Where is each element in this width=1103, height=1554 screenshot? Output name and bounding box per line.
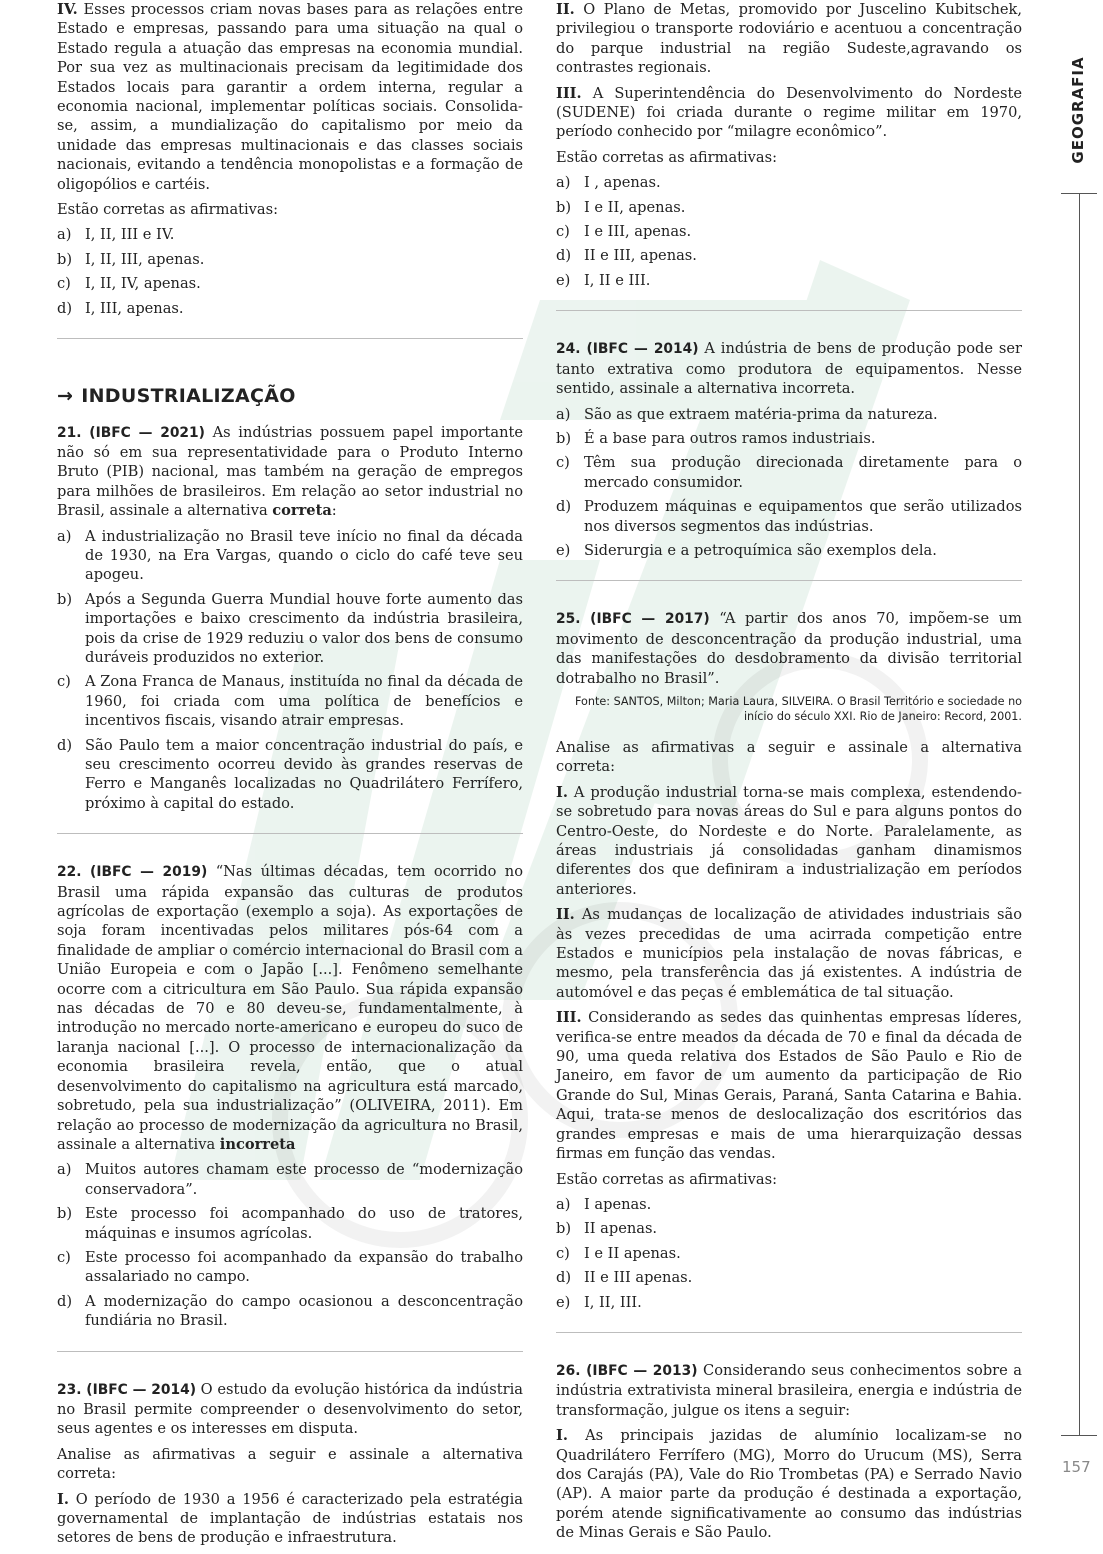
option[interactable]: b) É a base para outros ramos industriais. (556, 429, 876, 447)
question-21: 21. (IBFC — 2021) As indústrias possuem papel importante não só em sua representatividade para o Produto Interno Bruto (PIB) nacional, mas também na geração de empregos para milhões de brasileiros. Em relação ao setor industrial no Brasil, assinale a alternativa correta: (57, 423, 524, 520)
item-i: I. A produção industrial torna-se mais complexa, estendendo-se sobretudo para novas áreas do Sul e para alguns pontos do Centro-Oeste, do Nordeste e do Norte. Paralelamente, as áreas industriais já consolidadas ganham dinamismos diferentes dos que definiram a industrialização em períodos anteriores. (556, 783, 1022, 898)
prompt: Estão corretas as afirmativas: (57, 201, 279, 219)
divider (556, 580, 1022, 581)
option[interactable]: a) São as que extraem matéria-prima da natureza. (556, 405, 938, 423)
option[interactable]: e) Siderurgia e a petroquímica são exemplos dela. (556, 541, 937, 559)
sidebar-rule-vertical (1079, 193, 1080, 1435)
option[interactable]: a) Muitos autores chamam este processo de “modernização conservadora”. (57, 1161, 523, 1198)
question-26: 26. (IBFC — 2013) Considerando seus conhecimentos sobre a indústria extrativista mineral brasileira, energia e indústria de transformação, julgue os itens a seguir: (556, 1361, 1022, 1419)
section-title: → INDUSTRIALIZAÇÃO (57, 385, 296, 408)
option[interactable]: d) Produzem máquinas e equipamentos que serão utilizados nos diversos segmentos das indústrias. (556, 498, 1022, 535)
source-citation: Fonte: SANTOS, Milton; Maria Laura, SILVEIRA. O Brasil Território e sociedade no início do século XXI. Rio de Janeiro: Record, 2001. (575, 694, 1022, 723)
divider (57, 338, 523, 339)
option[interactable]: a) I apenas. (556, 1195, 652, 1213)
option[interactable]: a) I, II, III e IV. (57, 226, 175, 244)
option[interactable]: b) I, II, III, apenas. (57, 250, 205, 268)
item-i: I. O período de 1930 a 1956 é caracterizado pela estratégia governamental de implantação de indústrias estatais nos setores de bens de produção e infraestrutura. (57, 1490, 523, 1547)
option[interactable]: c) Este processo foi acompanhado da expansão do trabalho assalariado no campo. (57, 1248, 523, 1286)
options-list (57, 1160, 523, 1330)
item-ii: II. O Plano de Metas, promovido por Juscelino Kubitschek, privilegiou o transporte rodoviário e acentuou a concentração do parque industrial na região Sudeste,agravando os contrastes regionais. (556, 1, 1022, 77)
option[interactable]: c) I e III, apenas. (556, 223, 692, 241)
sidebar-rule-bottom (1061, 1435, 1097, 1436)
question-23: 23. (IBFC — 2014) O estudo da evolução histórica da indústria no Brasil permite compreender o desenvolvimento do setor, seus agentes e os interesses em disputa. (57, 1380, 523, 1438)
question-25: 25. (IBFC — 2017) “A partir dos anos 70, impõem-se um movimento de desconcentração da produção industrial, uma das manifestações do desdobramento da divisão territorial dotrabalho no Brasil”. (556, 610, 1022, 687)
item-ii: II. As mudanças de localização de atividades industriais são às vezes precedidas de uma acirrada competição entre Estados e municípios pela instalação de novas fábricas, e mesmo, pela transferência das já existentes. A indústria de automóvel e das peças é emblemática de tal situação. (556, 906, 1022, 1001)
item-iv: IV. Esses processos criam novas bases para as relações entre Estado e empresas, passando para uma situação na qual o Estado regula a atuação das empresas na economia mundial. Por sua vez as multinacionais precisam da legitimidade dos Estados locais para garantir a ordem interna, regular a economia nacional, implementar políticas sociais. Consolida-se, assim, a mundialização do capitalismo por meio da unidade das empresas multinacionais e das classes sociais nacionais, evitando a tendência monopolistas e a formação de oligopólios e cartéis. (57, 1, 523, 193)
option[interactable]: b) I e II, apenas. (556, 198, 686, 216)
option[interactable]: b) Após a Segunda Guerra Mundial houve forte aumento das importações e baixo crescimento da indústria brasileira, pois da crise de 1929 reduziu o valor dos bens de consumo duráveis produzidos no exterior. (57, 590, 523, 666)
subject-label: GEOGRAFIA (1069, 56, 1087, 164)
divider (57, 833, 523, 834)
option[interactable]: d) I, III, apenas. (57, 299, 184, 317)
divider (556, 310, 1022, 311)
item-iii: III. Considerando as sedes das quinhentas empresas líderes, verifica-se entre meados da década de 70 e final da década de 90, uma queda relativa dos Estados de São Paulo e Rio de Janeiro, em favor de um aumento da participação de Rio Grande do Sul, Minas Gerais, Paraná, Santa Catarina e Bahia. Aqui, trata-se menos de deslocalização dos escritórios das grandes empresas e mais de uma hierarquização dessas firmas em função das vendas. (556, 1009, 1022, 1163)
option[interactable]: d) II e III, apenas. (556, 247, 697, 265)
page-number: 157 (1062, 1458, 1091, 1476)
divider (556, 1332, 1022, 1333)
item-i: I. As principais jazidas de alumínio localizam-se no Quadrilátero Ferrífero (MG), Morro do Urucum (MS), Serra dos Carajás (PA), Vale do Rio Trombetas (PA) e Serrado Navio (AP). A maior parte da produção é destinada a exportação, porém atende significativamente ao consumo das indústrias de Minas Gerais e São Paulo. (556, 1427, 1022, 1542)
option[interactable]: b) II apenas. (556, 1220, 658, 1238)
options-list (57, 225, 523, 318)
prompt: Analise as afirmativas a seguir e assinale a alternativa correta: (57, 1445, 523, 1483)
option[interactable]: c) I e II apenas. (556, 1244, 681, 1262)
options-list (556, 405, 1022, 561)
left-column (57, 0, 523, 1554)
prompt: Analise as afirmativas a seguir e assinale a alternativa correta: (556, 738, 1022, 776)
option[interactable]: d) A modernização do campo ocasionou a desconcentração fundiária no Brasil. (57, 1292, 523, 1330)
options-list (556, 173, 1022, 290)
arrow-right-icon: → (57, 385, 74, 408)
option[interactable]: e) I, II, III. (556, 1293, 642, 1311)
prompt: Estão corretas as afirmativas: (556, 1170, 778, 1188)
option[interactable]: d) São Paulo tem a maior concentração industrial do país, e seu crescimento ocorreu devido às grandes reservas de Ferro e Manganês localizadas no Quadrilátero Ferrífero, próximo à capital do estado. (57, 736, 523, 812)
divider (57, 1351, 523, 1352)
option[interactable]: d) II e III apenas. (556, 1269, 693, 1287)
option[interactable]: c) A Zona Franca de Manaus, instituída no final da década de 1960, foi criada com uma política de benefícios e incentivos fiscais, visando atrair empresas. (57, 673, 523, 730)
option[interactable]: b) Este processo foi acompanhado do uso de tratores, máquinas e insumos agrícolas. (57, 1205, 523, 1242)
option[interactable]: a) I , apenas. (556, 174, 661, 192)
option[interactable]: c) I, II, IV, apenas. (57, 275, 201, 293)
question-24: 24. (IBFC — 2014) A indústria de bens de produção pode ser tanto extrativa como produtora de equipamentos. Nesse sentido, assinale a alternativa incorreta. (556, 340, 1022, 398)
option[interactable]: c) Têm sua produção direcionada diretamente para o mercado consumidor. (556, 454, 1022, 491)
right-column (556, 0, 1022, 1549)
option[interactable]: a) A industrialização no Brasil teve início no final da década de 1930, na Era Vargas, quando o ciclo do café teve seu apogeu. (57, 527, 523, 584)
options-list (57, 527, 523, 814)
options-list (556, 1195, 1022, 1312)
item-iii: III. A Superintendência do Desenvolvimento do Nordeste (SUDENE) foi criada durante o regime militar em 1970, período conhecido por “milagre econômico”. (556, 84, 1022, 141)
prompt: Estão corretas as afirmativas: (556, 148, 778, 166)
option[interactable]: e) I, II e III. (556, 271, 651, 289)
question-22: 22. (IBFC — 2019) “Nas últimas décadas, tem ocorrido no Brasil uma rápida expansão das culturas de produtos agrícolas de exportação (exemplo a soja). As exportações de soja foram incentivadas pelos militares pós-64 com a finalidade de ampliar o comércio internacional do Brasil com a União Europeia e com o Japão [...]. Fenômeno semelhante ocorre com a citricultura em São Paulo. Sua rápida expansão nas décadas de 70 e 80 deveu-se, fundamentalmente, à introdução no mercado norte-americano e europeu do suco de laranja nacional [...]. O processo de internacionalização da economia brasileira revela, então, que o atual desenvolvimento do capitalismo na agricultura está marcado, sobretudo, pela sua industrialização” (OLIVEIRA, 2011). Em relação ao processo de modernização da agricultura no Brasil, assinale a alternativa incorreta (57, 863, 523, 1153)
